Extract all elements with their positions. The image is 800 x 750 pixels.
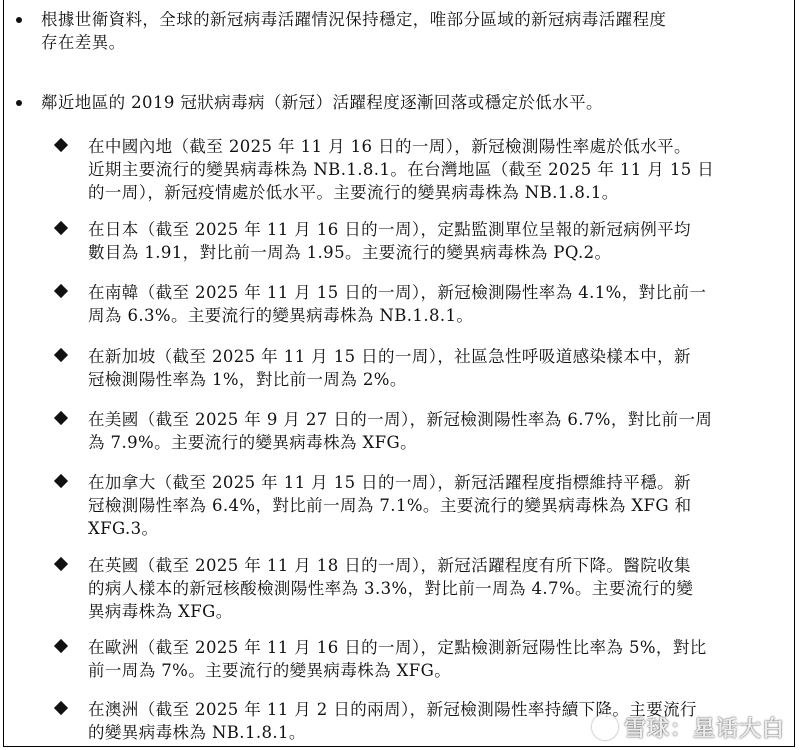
region-text: 在英國（截至 2025 年 11 月 18 日的一周），新冠活躍程度有所下降。醫院收集 的病人樣本的新冠核酸檢測陽性率為 3.3%，對比前一周為 4.7%。主要流行的變 異病毒株為 XFG。 <box>88 556 694 621</box>
watermark-text: 雪球：星话大白 <box>624 716 786 742</box>
watermark <box>592 712 785 742</box>
region-text: 在日本（截至 2025 年 11 月 16 日的一周），定點監測單位呈報的新冠病例平均 數目為 1.91，對比前一周為 1.95。主要流行的變異病毒株為 PQ.2。 <box>88 220 691 262</box>
region-text: 在美國（截至 2025 年 9 月 27 日的一周），新冠檢測陽性率為 6.7%，對比前一周 為 7.9%。主要流行的變異病毒株為 XFG。 <box>88 410 713 452</box>
region-text: 在南韓（截至 2025 年 11 月 15 日的一周），新冠檢測陽性率為 4.1%，對比前一 周為 6.3%。主要流行的變異病毒株為 NB.1.8.1。 <box>88 283 707 325</box>
snowball-logo-icon <box>592 714 618 740</box>
bullet-text: 根據世衛資料，全球的新冠病毒活躍情況保持穩定，唯部分區域的新冠病毒活躍程度 存在差異。 <box>41 10 667 52</box>
region-text: 在歐洲（截至 2025 年 11 月 16 日的一周），定點檢測新冠陽性比率為 5%，對比 前一周為 7%。主要流行的變異病毒株為 XFG。 <box>88 638 707 680</box>
region-text: 在中國內地（截至 2025 年 11 月 16 日的一周），新冠檢測陽性率處於低水平。 近期主要流行的變異病毒株為 NB.1.8.1。在台灣地區（截至 2025 年 11 月 15 日 的一周），新冠疫情處於低水平。主要流行的變異病毒株為 NB.1.8.1。 <box>88 137 715 202</box>
region-text: 在新加坡（截至 2025 年 11 月 15 日的一周），社區急性呼吸道感染樣本中，新 冠檢測陽性率為 1%，對比前一周為 2%。 <box>88 347 691 389</box>
region-text: 在加拿大（截至 2025 年 11 月 15 日的一周），新冠活躍程度指標維持平穩。新 冠檢測陽性率為 6.4%，對比前一周為 7.1%。主要流行的變異病毒株為 XFG 和 XFG.3。 <box>88 473 692 538</box>
bullet-dot-icon <box>16 17 22 23</box>
bullet-dot-icon <box>16 100 22 106</box>
bullet-text: 鄰近地區的 2019 冠狀病毒病（新冠）活躍程度逐漸回落或穩定於低水平。 <box>41 93 603 112</box>
region-text: 在澳洲（截至 2025 年 11 月 2 日的兩周），新冠檢測陽性率持續下降。主要流行 的變異病毒株為 NB.1.8.1。 <box>88 700 697 742</box>
